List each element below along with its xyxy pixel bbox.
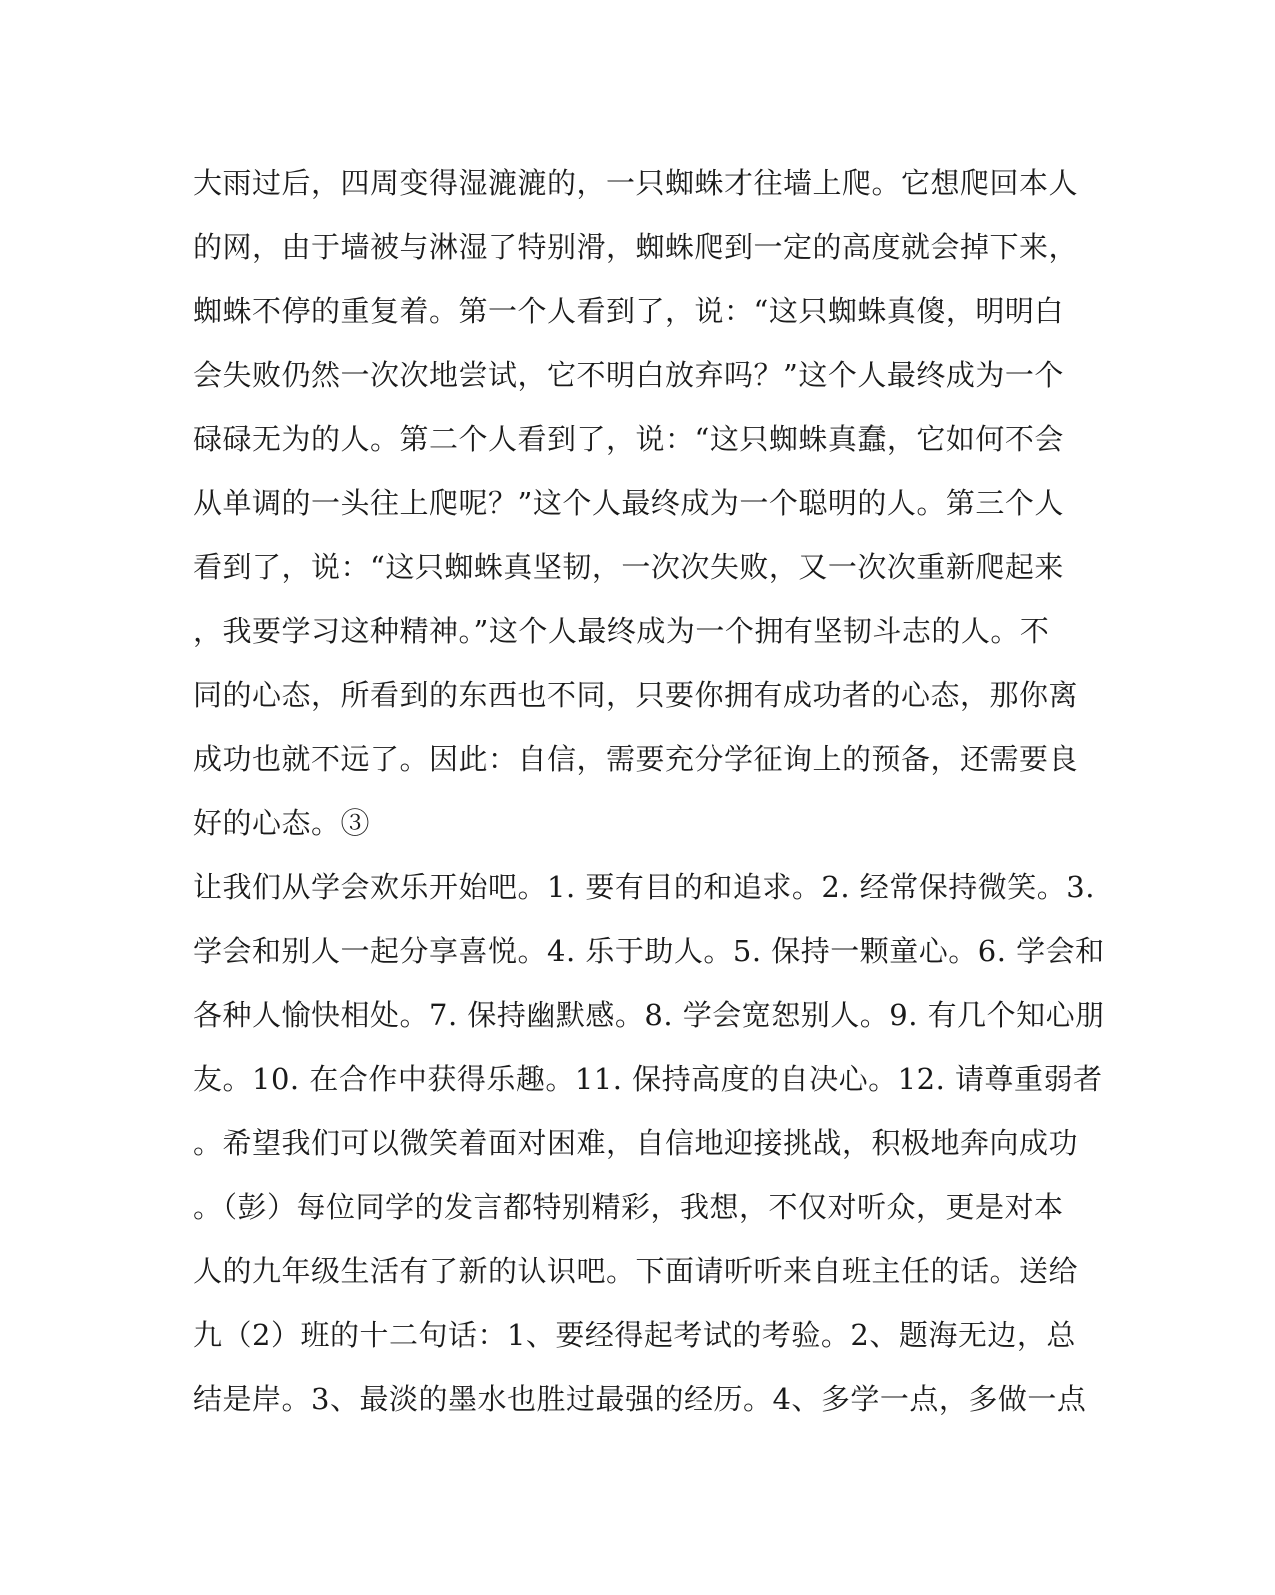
text-line: 碌碌无为的人。第二个人看到了，说：“这只蜘蛛真蠢，它如何不会 — [193, 422, 1064, 456]
text-line: 结是岸。3、最淡的墨水也胜过最强的经历。4、多学一点，多做一点 — [193, 1382, 1087, 1416]
text-line: 的网，由于墙被与淋湿了特别滑，蜘蛛爬到一定的高度就会掉下来， — [193, 230, 1079, 264]
paragraph-spider-story — [193, 151, 1079, 855]
text-line: 友。10. 在合作中获得乐趣。11. 保持高度的自决心。12. 请尊重弱者 — [193, 1062, 1103, 1096]
text-line: 成功也就不远了。因此：自信，需要充分学征询上的预备，还需要良 — [193, 742, 1079, 776]
text-line: 同的心态，所看到的东西也不同，只要你拥有成功者的心态，那你离 — [193, 678, 1079, 712]
text-line: 九（2）班的十二句话：1、要经得起考试的考验。2、题海无边，总 — [193, 1318, 1076, 1352]
paragraph-happiness-tips — [193, 855, 1105, 1431]
text-line: 会失败仍然一次次地尝试，它不明白放弃吗？”这个人最终成为一个 — [193, 358, 1064, 392]
text-line: 。（彭）每位同学的发言都特别精彩，我想，不仅对听众，更是对本 — [193, 1190, 1064, 1224]
text-line: 从单调的一头往上爬呢？”这个人最终成为一个聪明的人。第三个人 — [193, 486, 1064, 520]
text-line: 。希望我们可以微笑着面对困难，自信地迎接挑战，积极地奔向成功 — [193, 1126, 1079, 1160]
text-line: 人的九年级生活有了新的认识吧。下面请听听来自班主任的话。送给 — [193, 1254, 1079, 1288]
text-line: 各种人愉快相处。7. 保持幽默感。8. 学会宽恕别人。9. 有几个知心朋 — [193, 998, 1105, 1032]
text-line: 蜘蛛不停的重复着。第一个人看到了，说：“这只蜘蛛真傻，明明白 — [193, 294, 1064, 328]
text-line: 让我们从学会欢乐开始吧。1. 要有目的和追求。2. 经常保持微笑。3. — [193, 870, 1095, 904]
text-line: 看到了，说：“这只蜘蛛真坚韧，一次次失败，又一次次重新爬起来 — [193, 550, 1064, 584]
text-line: 好的心态。③ — [193, 806, 371, 840]
text-line: 学会和别人一起分享喜悦。4. 乐于助人。5. 保持一颗童心。6. 学会和 — [193, 934, 1105, 968]
text-line: ，我要学习这种精神。”这个人最终成为一个拥有坚韧斗志的人。不 — [193, 614, 1050, 648]
text-line: 大雨过后，四周变得湿漉漉的，一只蜘蛛才往墙上爬。它想爬回本人 — [193, 166, 1079, 200]
